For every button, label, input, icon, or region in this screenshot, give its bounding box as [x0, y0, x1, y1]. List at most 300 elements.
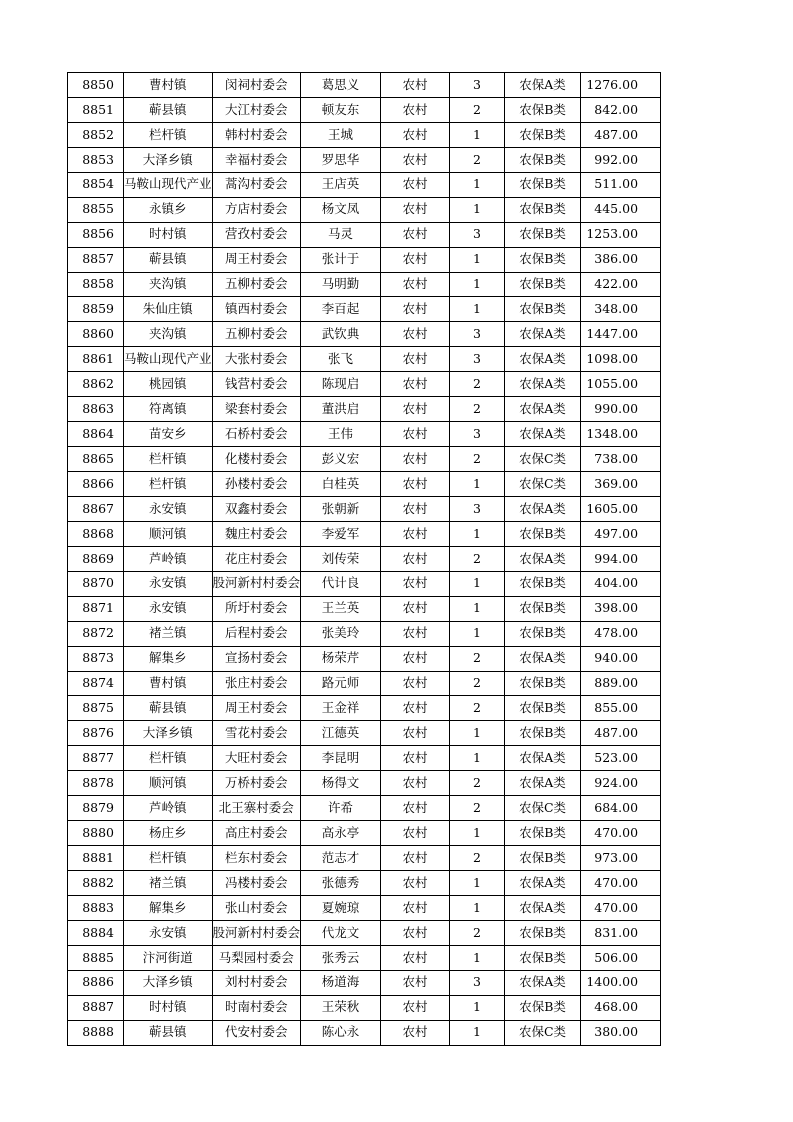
insurance-category-cell: 农保C类 [505, 1020, 581, 1045]
residence-type-cell: 农村 [381, 397, 450, 422]
residence-type-cell: 农村 [381, 1020, 450, 1045]
village-committee-cell: 周王村委会 [212, 247, 301, 272]
amount-cell: 468.00 [581, 995, 661, 1020]
insurance-category-cell: 农保B类 [505, 122, 581, 147]
residence-type-cell: 农村 [381, 521, 450, 546]
residence-type-cell: 农村 [381, 771, 450, 796]
record-number-cell: 8851 [68, 97, 124, 122]
residence-type-cell: 农村 [381, 671, 450, 696]
household-count-cell: 2 [450, 447, 505, 472]
table-row [68, 895, 661, 920]
amount-cell: 831.00 [581, 920, 661, 945]
amount-cell: 511.00 [581, 172, 661, 197]
household-count-cell: 3 [450, 422, 505, 447]
insurance-category-cell: 农保A类 [505, 496, 581, 521]
data-table [67, 72, 661, 1046]
insurance-category-cell: 农保B类 [505, 222, 581, 247]
person-name-cell: 张美玲 [301, 621, 381, 646]
insurance-category-cell: 农保B类 [505, 172, 581, 197]
table-row [68, 995, 661, 1020]
table-row [68, 796, 661, 821]
insurance-category-cell: 农保A类 [505, 871, 581, 896]
residence-type-cell: 农村 [381, 297, 450, 322]
table-row [68, 521, 661, 546]
amount-cell: 470.00 [581, 895, 661, 920]
table-row [68, 372, 661, 397]
household-count-cell: 1 [450, 871, 505, 896]
record-number-cell: 8855 [68, 197, 124, 222]
insurance-category-cell: 农保A类 [505, 73, 581, 98]
village-committee-cell: 万桥村委会 [212, 771, 301, 796]
table-row [68, 846, 661, 871]
township-cell: 蕲县镇 [124, 97, 213, 122]
person-name-cell: 范志才 [301, 846, 381, 871]
insurance-category-cell: 农保B类 [505, 945, 581, 970]
insurance-category-cell: 农保A类 [505, 372, 581, 397]
village-committee-cell: 镇西村委会 [212, 297, 301, 322]
table-row [68, 397, 661, 422]
residence-type-cell: 农村 [381, 871, 450, 896]
township-cell: 栏杆镇 [124, 447, 213, 472]
household-count-cell: 1 [450, 821, 505, 846]
table-row [68, 821, 661, 846]
record-number-cell: 8865 [68, 447, 124, 472]
insurance-category-cell: 农保B类 [505, 821, 581, 846]
village-committee-cell: 股河新村村委会 [212, 920, 301, 945]
record-number-cell: 8874 [68, 671, 124, 696]
person-name-cell: 杨荣芹 [301, 646, 381, 671]
township-cell: 曹村镇 [124, 73, 213, 98]
person-name-cell: 张计于 [301, 247, 381, 272]
amount-cell: 992.00 [581, 147, 661, 172]
amount-cell: 973.00 [581, 846, 661, 871]
record-number-cell: 8878 [68, 771, 124, 796]
village-committee-cell: 幸福村委会 [212, 147, 301, 172]
record-number-cell: 8862 [68, 372, 124, 397]
residence-type-cell: 农村 [381, 322, 450, 347]
amount-cell: 470.00 [581, 821, 661, 846]
insurance-category-cell: 农保B类 [505, 297, 581, 322]
residence-type-cell: 农村 [381, 696, 450, 721]
amount-cell: 470.00 [581, 871, 661, 896]
village-committee-cell: 五柳村委会 [212, 322, 301, 347]
insurance-category-cell: 农保B类 [505, 671, 581, 696]
household-count-cell: 1 [450, 272, 505, 297]
household-count-cell: 2 [450, 147, 505, 172]
amount-cell: 842.00 [581, 97, 661, 122]
residence-type-cell: 农村 [381, 546, 450, 571]
person-name-cell: 葛思义 [301, 73, 381, 98]
township-cell: 马鞍山现代产业 [124, 347, 213, 372]
township-cell: 解集乡 [124, 895, 213, 920]
person-name-cell: 陈心永 [301, 1020, 381, 1045]
insurance-category-cell: 农保B类 [505, 571, 581, 596]
person-name-cell: 王金祥 [301, 696, 381, 721]
amount-cell: 1276.00 [581, 73, 661, 98]
village-committee-cell: 时南村委会 [212, 995, 301, 1020]
person-name-cell: 陈现启 [301, 372, 381, 397]
table-row [68, 496, 661, 521]
residence-type-cell: 农村 [381, 920, 450, 945]
table-row [68, 122, 661, 147]
person-name-cell: 张德秀 [301, 871, 381, 896]
village-committee-cell: 大江村委会 [212, 97, 301, 122]
amount-cell: 487.00 [581, 122, 661, 147]
township-cell: 永安镇 [124, 571, 213, 596]
person-name-cell: 刘传荣 [301, 546, 381, 571]
amount-cell: 940.00 [581, 646, 661, 671]
table-row [68, 671, 661, 696]
township-cell: 夹沟镇 [124, 322, 213, 347]
table-row [68, 696, 661, 721]
township-cell: 永安镇 [124, 496, 213, 521]
township-cell: 解集乡 [124, 646, 213, 671]
table-row [68, 721, 661, 746]
residence-type-cell: 农村 [381, 122, 450, 147]
amount-cell: 1055.00 [581, 372, 661, 397]
person-name-cell: 杨文凤 [301, 197, 381, 222]
record-number-cell: 8869 [68, 546, 124, 571]
person-name-cell: 李昆明 [301, 746, 381, 771]
household-count-cell: 2 [450, 696, 505, 721]
household-count-cell: 1 [450, 721, 505, 746]
table-row [68, 197, 661, 222]
township-cell: 曹村镇 [124, 671, 213, 696]
township-cell: 大泽乡镇 [124, 970, 213, 995]
residence-type-cell: 农村 [381, 422, 450, 447]
residence-type-cell: 农村 [381, 172, 450, 197]
township-cell: 夹沟镇 [124, 272, 213, 297]
township-cell: 栏杆镇 [124, 472, 213, 497]
table-row [68, 147, 661, 172]
residence-type-cell: 农村 [381, 372, 450, 397]
residence-type-cell: 农村 [381, 970, 450, 995]
household-count-cell: 1 [450, 895, 505, 920]
person-name-cell: 代龙文 [301, 920, 381, 945]
person-name-cell: 路元师 [301, 671, 381, 696]
village-committee-cell: 刘村村委会 [212, 970, 301, 995]
village-committee-cell: 双鑫村委会 [212, 496, 301, 521]
household-count-cell: 1 [450, 521, 505, 546]
residence-type-cell: 农村 [381, 621, 450, 646]
record-number-cell: 8872 [68, 621, 124, 646]
township-cell: 顺河镇 [124, 771, 213, 796]
insurance-category-cell: 农保B类 [505, 521, 581, 546]
record-number-cell: 8858 [68, 272, 124, 297]
residence-type-cell: 农村 [381, 596, 450, 621]
insurance-category-cell: 农保B类 [505, 272, 581, 297]
village-committee-cell: 五柳村委会 [212, 272, 301, 297]
residence-type-cell: 农村 [381, 272, 450, 297]
person-name-cell: 李爱军 [301, 521, 381, 546]
insurance-category-cell: 农保B类 [505, 696, 581, 721]
person-name-cell: 王兰英 [301, 596, 381, 621]
amount-cell: 924.00 [581, 771, 661, 796]
record-number-cell: 8852 [68, 122, 124, 147]
insurance-category-cell: 农保A类 [505, 322, 581, 347]
village-committee-cell: 魏庄村委会 [212, 521, 301, 546]
household-count-cell: 2 [450, 846, 505, 871]
table-row [68, 970, 661, 995]
record-number-cell: 8861 [68, 347, 124, 372]
amount-cell: 684.00 [581, 796, 661, 821]
person-name-cell: 武钦典 [301, 322, 381, 347]
township-cell: 大泽乡镇 [124, 721, 213, 746]
household-count-cell: 2 [450, 397, 505, 422]
table-row [68, 646, 661, 671]
record-number-cell: 8881 [68, 846, 124, 871]
record-number-cell: 8885 [68, 945, 124, 970]
record-number-cell: 8850 [68, 73, 124, 98]
amount-cell: 478.00 [581, 621, 661, 646]
insurance-category-cell: 农保C类 [505, 472, 581, 497]
amount-cell: 497.00 [581, 521, 661, 546]
township-cell: 杨庄乡 [124, 821, 213, 846]
township-cell: 汴河街道 [124, 945, 213, 970]
village-committee-cell: 股河新村村委会 [212, 571, 301, 596]
township-cell: 栏杆镇 [124, 846, 213, 871]
household-count-cell: 1 [450, 596, 505, 621]
table-row [68, 247, 661, 272]
person-name-cell: 王伟 [301, 422, 381, 447]
village-committee-cell: 所圩村委会 [212, 596, 301, 621]
record-number-cell: 8867 [68, 496, 124, 521]
person-name-cell: 张秀云 [301, 945, 381, 970]
village-committee-cell: 张庄村委会 [212, 671, 301, 696]
insurance-category-cell: 农保A类 [505, 970, 581, 995]
residence-type-cell: 农村 [381, 571, 450, 596]
village-committee-cell: 大张村委会 [212, 347, 301, 372]
insurance-category-cell: 农保C类 [505, 796, 581, 821]
person-name-cell: 马明勤 [301, 272, 381, 297]
record-number-cell: 8880 [68, 821, 124, 846]
insurance-category-cell: 农保A类 [505, 546, 581, 571]
household-count-cell: 2 [450, 546, 505, 571]
village-committee-cell: 后程村委会 [212, 621, 301, 646]
record-number-cell: 8864 [68, 422, 124, 447]
amount-cell: 994.00 [581, 546, 661, 571]
amount-cell: 380.00 [581, 1020, 661, 1045]
residence-type-cell: 农村 [381, 247, 450, 272]
table-row [68, 621, 661, 646]
village-committee-cell: 蒿沟村委会 [212, 172, 301, 197]
household-count-cell: 1 [450, 172, 505, 197]
person-name-cell: 董洪启 [301, 397, 381, 422]
person-name-cell: 彭义宏 [301, 447, 381, 472]
insurance-category-cell: 农保A类 [505, 646, 581, 671]
table-row [68, 596, 661, 621]
residence-type-cell: 农村 [381, 746, 450, 771]
village-committee-cell: 方店村委会 [212, 197, 301, 222]
amount-cell: 738.00 [581, 447, 661, 472]
village-committee-cell: 马梨园村委会 [212, 945, 301, 970]
person-name-cell: 江德英 [301, 721, 381, 746]
table-row [68, 347, 661, 372]
amount-cell: 348.00 [581, 297, 661, 322]
village-committee-cell: 周王村委会 [212, 696, 301, 721]
residence-type-cell: 农村 [381, 73, 450, 98]
record-number-cell: 8871 [68, 596, 124, 621]
amount-cell: 1400.00 [581, 970, 661, 995]
insurance-category-cell: 农保A类 [505, 397, 581, 422]
township-cell: 永安镇 [124, 920, 213, 945]
amount-cell: 1447.00 [581, 322, 661, 347]
record-number-cell: 8888 [68, 1020, 124, 1045]
insurance-category-cell: 农保B类 [505, 97, 581, 122]
household-count-cell: 1 [450, 472, 505, 497]
residence-type-cell: 农村 [381, 222, 450, 247]
person-name-cell: 王店英 [301, 172, 381, 197]
record-number-cell: 8870 [68, 571, 124, 596]
household-count-cell: 3 [450, 222, 505, 247]
insurance-category-cell: 农保A类 [505, 746, 581, 771]
amount-cell: 404.00 [581, 571, 661, 596]
township-cell: 蕲县镇 [124, 696, 213, 721]
person-name-cell: 罗思华 [301, 147, 381, 172]
person-name-cell: 杨得文 [301, 771, 381, 796]
residence-type-cell: 农村 [381, 197, 450, 222]
table-row [68, 920, 661, 945]
household-count-cell: 3 [450, 347, 505, 372]
township-cell: 永安镇 [124, 596, 213, 621]
village-committee-cell: 石桥村委会 [212, 422, 301, 447]
residence-type-cell: 农村 [381, 147, 450, 172]
amount-cell: 1253.00 [581, 222, 661, 247]
person-name-cell: 李百起 [301, 297, 381, 322]
household-count-cell: 1 [450, 1020, 505, 1045]
village-committee-cell: 营孜村委会 [212, 222, 301, 247]
township-cell: 时村镇 [124, 222, 213, 247]
table-row [68, 222, 661, 247]
record-number-cell: 8853 [68, 147, 124, 172]
residence-type-cell: 农村 [381, 97, 450, 122]
record-number-cell: 8863 [68, 397, 124, 422]
village-committee-cell: 孙楼村委会 [212, 472, 301, 497]
record-number-cell: 8887 [68, 995, 124, 1020]
household-count-cell: 2 [450, 920, 505, 945]
township-cell: 芦岭镇 [124, 796, 213, 821]
record-number-cell: 8860 [68, 322, 124, 347]
table-row [68, 97, 661, 122]
residence-type-cell: 农村 [381, 472, 450, 497]
insurance-category-cell: 农保B类 [505, 596, 581, 621]
village-committee-cell: 宣扬村委会 [212, 646, 301, 671]
table-row [68, 1020, 661, 1045]
person-name-cell: 张飞 [301, 347, 381, 372]
residence-type-cell: 农村 [381, 945, 450, 970]
amount-cell: 990.00 [581, 397, 661, 422]
table-row [68, 73, 661, 98]
township-cell: 马鞍山现代产业 [124, 172, 213, 197]
amount-cell: 445.00 [581, 197, 661, 222]
township-cell: 桃园镇 [124, 372, 213, 397]
amount-cell: 889.00 [581, 671, 661, 696]
village-committee-cell: 花庄村委会 [212, 546, 301, 571]
household-count-cell: 1 [450, 746, 505, 771]
household-count-cell: 1 [450, 122, 505, 147]
township-cell: 永镇乡 [124, 197, 213, 222]
insurance-category-cell: 农保A类 [505, 347, 581, 372]
amount-cell: 369.00 [581, 472, 661, 497]
amount-cell: 422.00 [581, 272, 661, 297]
table-row [68, 447, 661, 472]
household-count-cell: 3 [450, 322, 505, 347]
village-committee-cell: 冯楼村委会 [212, 871, 301, 896]
record-number-cell: 8876 [68, 721, 124, 746]
household-count-cell: 2 [450, 372, 505, 397]
township-cell: 栏杆镇 [124, 746, 213, 771]
record-number-cell: 8875 [68, 696, 124, 721]
person-name-cell: 代计良 [301, 571, 381, 596]
household-count-cell: 1 [450, 571, 505, 596]
household-count-cell: 3 [450, 496, 505, 521]
insurance-category-cell: 农保B类 [505, 721, 581, 746]
residence-type-cell: 农村 [381, 846, 450, 871]
person-name-cell: 高永亭 [301, 821, 381, 846]
amount-cell: 523.00 [581, 746, 661, 771]
person-name-cell: 马灵 [301, 222, 381, 247]
household-count-cell: 2 [450, 671, 505, 696]
insurance-category-cell: 农保B类 [505, 247, 581, 272]
record-number-cell: 8857 [68, 247, 124, 272]
residence-type-cell: 农村 [381, 821, 450, 846]
table-row [68, 945, 661, 970]
table-row [68, 272, 661, 297]
household-count-cell: 1 [450, 995, 505, 1020]
record-number-cell: 8886 [68, 970, 124, 995]
person-name-cell: 张朝新 [301, 496, 381, 521]
village-committee-cell: 梁套村委会 [212, 397, 301, 422]
table-row [68, 746, 661, 771]
person-name-cell: 顿友东 [301, 97, 381, 122]
insurance-category-cell: 农保B类 [505, 846, 581, 871]
record-number-cell: 8868 [68, 521, 124, 546]
person-name-cell: 王城 [301, 122, 381, 147]
table-row [68, 871, 661, 896]
village-committee-cell: 韩村村委会 [212, 122, 301, 147]
table-row [68, 172, 661, 197]
person-name-cell: 杨道海 [301, 970, 381, 995]
amount-cell: 386.00 [581, 247, 661, 272]
record-number-cell: 8884 [68, 920, 124, 945]
township-cell: 蕲县镇 [124, 247, 213, 272]
household-count-cell: 1 [450, 197, 505, 222]
household-count-cell: 1 [450, 247, 505, 272]
township-cell: 褚兰镇 [124, 871, 213, 896]
amount-cell: 398.00 [581, 596, 661, 621]
township-cell: 栏杆镇 [124, 122, 213, 147]
amount-cell: 506.00 [581, 945, 661, 970]
household-count-cell: 3 [450, 970, 505, 995]
village-committee-cell: 大旺村委会 [212, 746, 301, 771]
residence-type-cell: 农村 [381, 796, 450, 821]
village-committee-cell: 化楼村委会 [212, 447, 301, 472]
record-number-cell: 8879 [68, 796, 124, 821]
amount-cell: 855.00 [581, 696, 661, 721]
household-count-cell: 2 [450, 796, 505, 821]
township-cell: 符离镇 [124, 397, 213, 422]
household-count-cell: 1 [450, 297, 505, 322]
residence-type-cell: 农村 [381, 995, 450, 1020]
amount-cell: 1348.00 [581, 422, 661, 447]
household-count-cell: 2 [450, 771, 505, 796]
township-cell: 顺河镇 [124, 521, 213, 546]
amount-cell: 1098.00 [581, 347, 661, 372]
residence-type-cell: 农村 [381, 496, 450, 521]
person-name-cell: 白桂英 [301, 472, 381, 497]
household-count-cell: 2 [450, 97, 505, 122]
household-count-cell: 1 [450, 945, 505, 970]
